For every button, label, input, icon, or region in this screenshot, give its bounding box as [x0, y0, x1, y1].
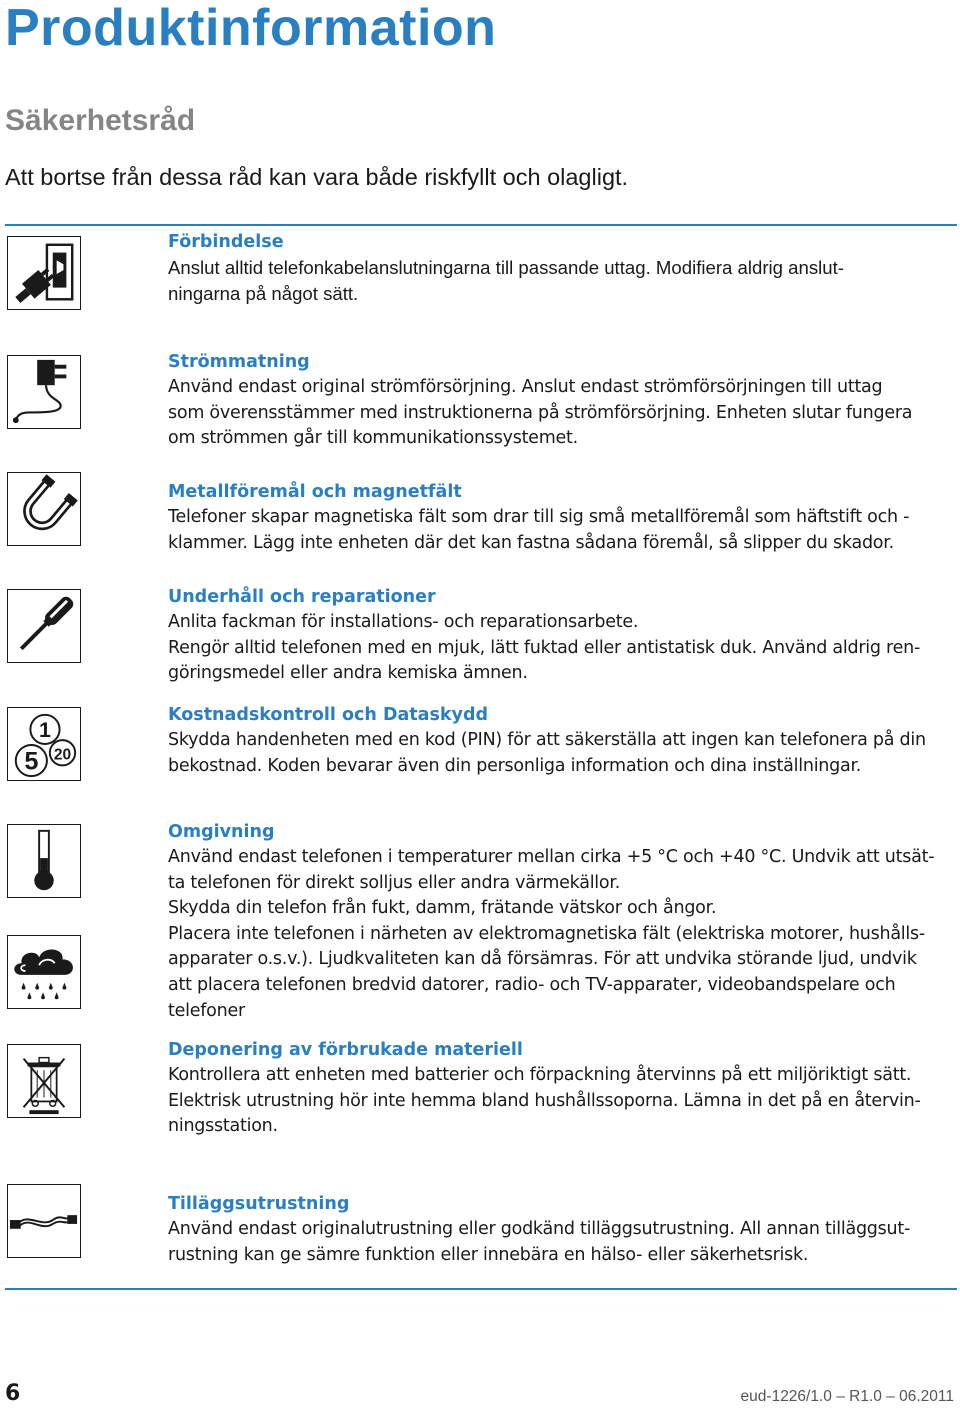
- bottom-divider: [5, 1288, 957, 1290]
- section-omgivning: [168, 820, 948, 1024]
- section-text-line: Använd endast original strömförsörjning. Anslut endast strömförsörjningen till uttag: [168, 377, 883, 397]
- section-text-line: apparater o.s.v.). Ljudkvaliteten kan då försämras. För att undvika störande ljud, undvik: [168, 949, 917, 970]
- cable-icon: [7, 1184, 81, 1258]
- section-subtitle: Säkerhetsråd: [5, 104, 196, 137]
- section-text-line: klammer. Lägg inte enheten där det kan fastna sådana föremål, så slipper du skador.: [168, 532, 894, 553]
- section-text-line: Anlita fackman för installations- och reparationsarbete.: [168, 612, 639, 632]
- thermometer-icon: [7, 824, 81, 898]
- section-text-line: ningsstation.: [168, 1116, 278, 1137]
- coin-label-20: 20: [53, 746, 72, 764]
- coin-label-1: 1: [39, 718, 51, 743]
- coins-icon: [7, 707, 81, 781]
- page-title: Produktinformation: [5, 0, 497, 57]
- section-text-line: Kontrollera att enheten med batterier och förpackning återvinns på ett miljöriktigt sätt.: [168, 1065, 912, 1085]
- section-text-line: som överensstämmer med instruktionerna på strömförsörjning. Enheten slutar fungera: [168, 402, 913, 423]
- coin-label-5: 5: [24, 747, 39, 776]
- section-text-line: Elektrisk utrustning hör inte hemma bland hushållssoporna. Lämna in det på en återvin-: [168, 1090, 921, 1111]
- section-text-line: om strömmen går till kommunikationssystemet.: [168, 428, 578, 449]
- section-underhall: [168, 585, 948, 687]
- section-strommatning: [168, 350, 948, 452]
- section-text-line: Anslut alltid telefonkabelanslutningarna till passande uttag. Modifiera aldrig anslut-: [168, 257, 844, 278]
- section-heading: Förbindelse: [168, 232, 284, 252]
- section-text-line: göringsmedel eller andra kemiska ämnen.: [168, 663, 528, 684]
- section-heading: Underhåll och reparationer: [168, 587, 436, 607]
- section-text-line: Placera inte telefonen i närheten av elektromagnetiska fält (elektriska motorer, hushålls-: [168, 923, 925, 944]
- section-heading: Deponering av förbrukade materiell: [168, 1040, 523, 1060]
- section-text-line: bekostnad. Koden bevarar även din personliga information och dina inställningar.: [168, 755, 862, 776]
- section-metallforemal: [168, 480, 948, 556]
- page-number: 6: [5, 1381, 21, 1406]
- document-id: eud-1226/1.0 – R1.0 – 06.2011: [740, 1388, 954, 1405]
- section-text-line: Skydda din telefon från fukt, damm, frätande vätskor och ångor.: [168, 898, 717, 919]
- section-text-line: att placera telefonen bredvid datorer, radio- och TV-apparater, videobandspelare och: [168, 974, 896, 995]
- section-tillaggsutrustning: [168, 1192, 948, 1268]
- power-adapter-icon: [7, 355, 81, 429]
- magnet-icon: [7, 472, 81, 546]
- section-heading: Metallföremål och magnetfält: [168, 482, 462, 502]
- section-heading: Omgivning: [168, 822, 275, 842]
- section-forbindelse: [168, 230, 948, 306]
- section-text-line: Skydda handenheten med en kod (PIN) för att säkerställa att ingen kan telefonera på din: [168, 730, 926, 750]
- intro-text: Att bortse från dessa råd kan vara både riskfyllt och olagligt.: [5, 164, 629, 190]
- section-text-line: ningarna på något sätt.: [168, 282, 359, 304]
- rain-cloud-icon: [7, 935, 81, 1009]
- section-text-line: Använd endast telefonen i temperaturer mellan cirka +5 °C och +40 °C. Undvik att utsät-: [168, 847, 935, 867]
- section-text-line: telefoner: [168, 1000, 245, 1021]
- top-divider: [5, 224, 957, 226]
- plug-socket-icon: [7, 236, 81, 310]
- section-text-line: Telefoner skapar magnetiska fält som drar till sig små metallföremål som häftstift och -: [168, 507, 910, 527]
- crossed-bin-icon: [7, 1044, 81, 1118]
- section-heading: Strömmatning: [168, 352, 310, 372]
- section-text-line: Använd endast originalutrustning eller godkänd tilläggsutrustning. All annan tilläggsut-: [168, 1219, 911, 1239]
- section-text-line: ta telefonen för direkt solljus eller andra värmekällor.: [168, 872, 621, 893]
- section-text-line: rustning kan ge sämre funktion eller innebära en hälso- eller säkerhetsrisk.: [168, 1244, 809, 1265]
- section-heading: Kostnadskontroll och Dataskydd: [168, 705, 488, 725]
- section-deponering: [168, 1038, 948, 1140]
- screwdriver-icon: [7, 589, 81, 663]
- section-kostnadskontroll: [168, 703, 948, 779]
- section-heading: Tilläggsutrustning: [168, 1194, 350, 1214]
- section-text-line: Rengör alltid telefonen med en mjuk, lätt fuktad eller antistatisk duk. Använd aldrig ren-: [168, 637, 921, 658]
